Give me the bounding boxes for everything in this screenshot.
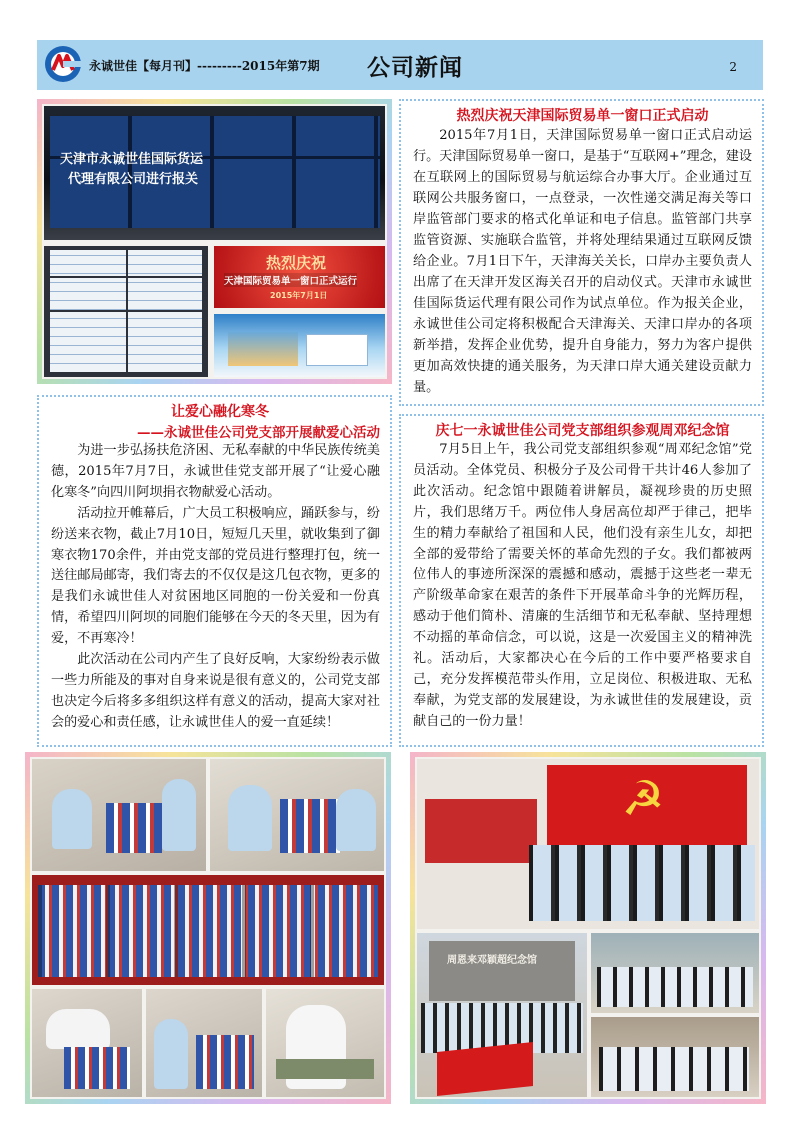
photo-packing-4 [146,989,262,1097]
article-title: 庆七一永诚世佳公司党支部组织参观周邓纪念馆 [435,423,730,439]
photo-collage-single-window [37,99,392,384]
masthead-issue: 永诚世佳【每月刊】---------2015年第7期 [89,59,320,73]
photo-collage-memorial [410,752,766,1104]
banner-sub-text: 天津国际贸易单一窗口正式运行 [224,273,357,287]
photo-exhibition-hall [591,1017,759,1097]
article-memorial-visit [399,414,764,747]
masthead-bar [37,40,763,90]
article-body [413,440,752,733]
photo-single-window-website [214,314,385,377]
photo-packed-bags [32,875,384,985]
banner-big-text: 热烈庆祝 [266,254,327,272]
paragraph: 活动拉开帷幕后，广大员工积极响应，踊跃参与，纷纷送来衣物，截止7月10日，短短几天里，就收集到了御寒衣物170余件，并由党支部的党员进行整理打包，统一送往邮局邮寄，我们寄去的不仅仅是这几包衣物，更多的是我们永诚世佳人对贫困地区同胞的一份关爱和一份真情，希望四川阿坝的同胞们能够在今天的冬天里，因为有爱，不再寒冷！ [51,505,380,647]
page-number: 2 [729,60,737,74]
article-title: 让爱心融化寒冬 [171,404,269,420]
hammer-sickle-icon: ☭ [621,771,665,827]
screen-caption: 天津市永诚世佳国际货运 代理有限公司进行报关 [60,152,204,187]
paragraph: 为进一步弘扬扶危济困、无私奉献的中华民族传统美德，2015年7月7日，永诚世佳党支部开展了“让爱心融化寒冬”向四川阿坝捐衣物献爱心活动。 [51,443,380,500]
photo-packing-5 [266,989,384,1097]
photo-group-with-flag [417,759,759,929]
photo-customs-screen [44,106,385,240]
article-charity-drive [37,395,392,747]
photo-celebration-banner [214,246,385,308]
article-single-window [399,99,764,406]
photo-collage-packing [25,752,391,1104]
party-flag [437,1042,533,1096]
photo-packing-2 [210,759,384,871]
section-title: 公司新闻 [367,54,463,81]
photo-group-outdoor [591,933,759,1013]
paragraph: 2015年7月1日，天津国际贸易单一窗口正式启动运行。天津国际贸易单一窗口，是基于“互联网+”理念，建设在互联网上的国际贸易与航运综合办事大厅。企业通过互联网公共服务窗口，一点登录，一次性递交满足海关等口岸监管部门要求的格式化单证和电子信息。监管部门共享监管资源、实施联合监管，并将处理结果通过互联网反馈给企业。7月1日下午，天津海关关长，口岸办主要负责人出席了在天津开发区海关召开的启动仪式。天津市永诚世佳国际货运代理有限公司作为试点单位。作为报关企业，永诚世佳公司定将积极配合天津海关、天津口岸办的各项新举措，发挥企业优势，提升自身能力，努力为客户提供更加高效快捷的通关服务，为天津口岸大通关建设贡献力量。 [413,128,752,395]
photo-memorial-building [417,933,587,1097]
article-title: 热烈庆祝天津国际贸易单一窗口正式启动 [456,108,709,124]
photo-packing-1 [32,759,206,871]
photo-packing-3 [32,989,142,1097]
article-body [413,125,752,398]
banner-date-text: 2015年7月1日 [270,291,328,300]
paragraph: 此次活动在公司内产生了良好反响，大家纷纷表示做一些力所能及的事对自身来说是很有意义的，公司党支部也决定今后将多多组织这样有意义的活动，提高大家对社会的爱心和责任感，让永诚世佳人的爱一直延续！ [51,652,380,730]
article-subtitle: ——永诚世佳公司党支部开展献爱心活动 [137,425,380,441]
article-body [51,441,380,734]
paragraph: 7月5日上午，我公司党支部组织参观“周邓纪念馆”党员活动。全体党员、积极分子及公司骨干共计46人参加了此次活动。纪念馆中跟随着讲解员，凝视珍贵的历史照片，我们思绪万千。两位伟人身居高位却严于律己，把毕生的精力奉献给了祖国和人民，他们没有亲生儿女，却把全部的爱带给了需要关怀的革命先烈的子女。我们都被两位伟人的事迹所深深的震撼和感动，震撼于这些老一辈无产阶级革命家在艰苦的条件下开展革命斗争的光辉历程，感动于他们简朴、清廉的生活细节和无私奉献、坚持理想不动摇的革命信念，可以说，这是一次爱国主义的精神洗礼。活动后，大家都决心在今后的工作中要严格要求自己，充分发挥模范带头作用，立足岗位、积极进取、无私奉献，为党支部的发展建设，为永诚世佳的发展建设，贡献自己的一份力量！ [413,442,752,729]
photo-monitor-wall [44,246,208,377]
building-sign: 周恩来邓颖超纪念馆 [447,955,537,966]
company-logo [43,44,83,84]
